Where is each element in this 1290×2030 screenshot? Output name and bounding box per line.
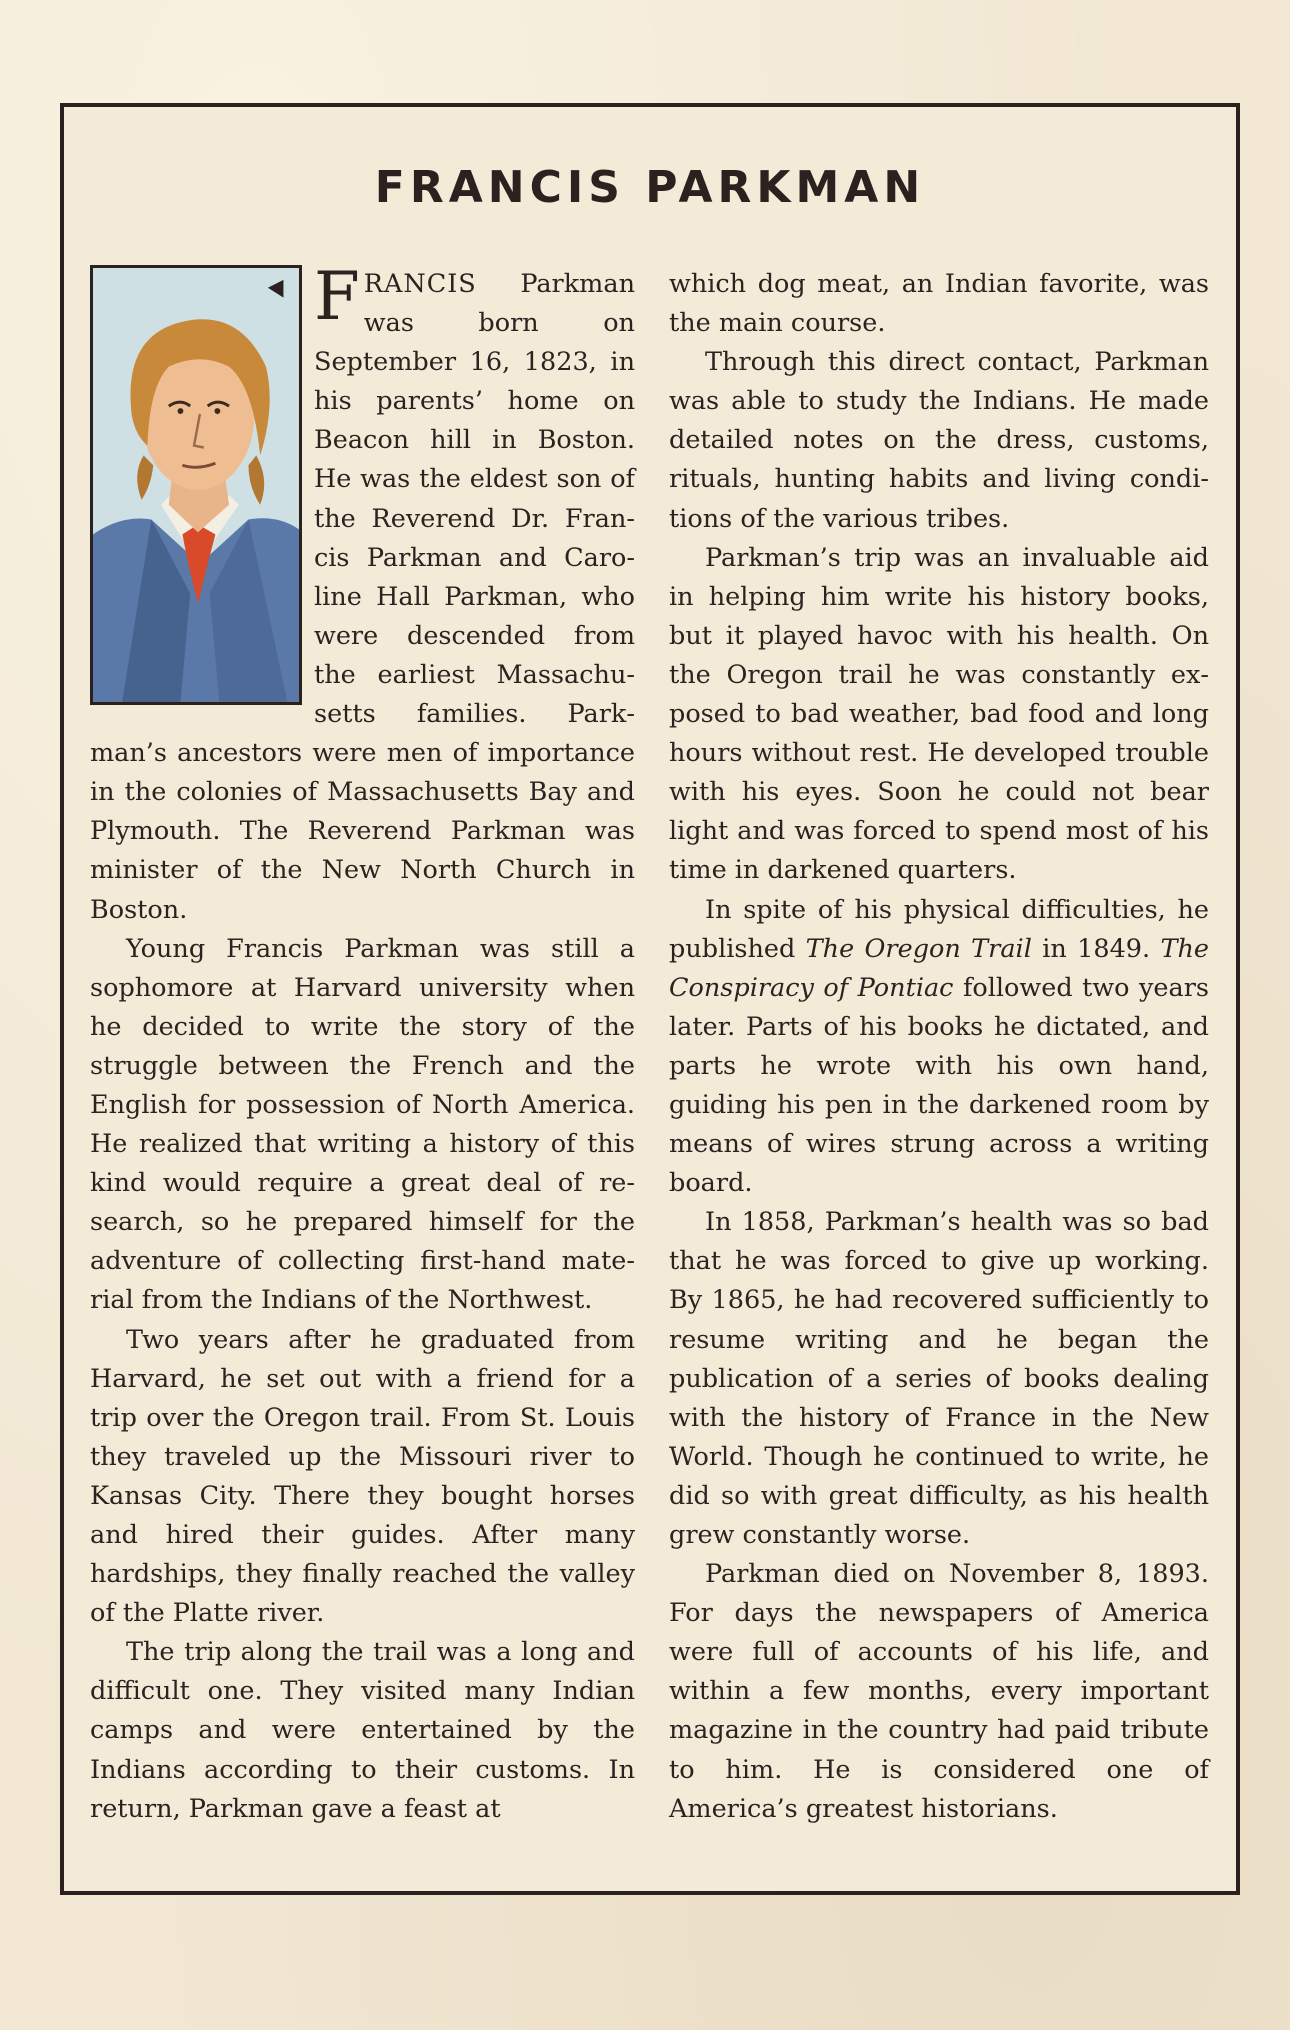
book-title-oregon-trail: The Oregon Trail [805,933,1032,964]
left-paragraph-1-text: Parkman was born on September 16, 1823, in his parents’ home on Beacon hill in Boston. He was the eldest son of the Reverend Dr. Francis Parkman and Caroline Hall Parkman, who were descended from the earliest Massachusetts families. Parkman’s ancestors were men of importance in the colonies of Massachusetts Bay and Plymouth. The Reverend Parkman was minister of the New North Church in Boston. [90,269,635,925]
left-paragraph-2: Young Francis Parkman was still a sophomore at Harvard university when he decided to write the story of the struggle between the French and the English for possession of North America. He realized that writing a history of this kind would require a great deal of research, so he prepared himself for the adventure of collecting first-hand material from the Indians of the Northwest. [90,933,635,1316]
opening-word: RANCIS [363,269,477,299]
right-paragraph-4: In 1858, Parkman’s health was so bad that he was forced to give up working. By 1865, he had recovered sufficiently to resume writing and he began the publication of a series of books dealing with the history of France in the New World. Though he continued to write, he did so with great difficulty, as his health grew constantly worse. [669,1207,1209,1550]
right-paragraph-1: Through this direct contact, Parkman was able to study the Indians. He made detailed notes on the dress, customs, rituals, hunting habits and living conditions of the various tribes. [669,347,1209,534]
left-column [90,258,635,1829]
right-paragraph-3-b: in 1849. [1031,933,1161,964]
right-paragraph-continued: which dog meat, an Indian favorite, was the main course. [669,269,1209,339]
article-frame [60,103,1240,1895]
article-title: FRANCIS PARKMAN [374,162,926,213]
right-paragraph-3-a: In spite of his physical difficulties, he published [669,894,1209,964]
left-paragraph-4: The trip along the trail was a long and difficult one. They visited many Indian camps and were entertained by the Indians according to their customs. In return, Parkman gave a feast at [90,1637,635,1824]
right-paragraph-3 [669,891,1209,1204]
parkman-portrait-icon [90,265,302,705]
right-paragraph-2: Parkman’s trip was an invaluable aid in helping him write his history books, but it played havoc with his health. On the Oregon trail he was constantly exposed to bad weather, bad food and long hours without rest. He developed trouble with his eyes. Soon he could not bear light and was forced to spend most of his time in darkened quarters. [669,542,1209,886]
right-paragraph-3-c: followed two years later. Parts of his books he dictated, and parts he wrote with his own hand, guiding his pen in the darkened room by means of wires strung across a writing board. [669,972,1209,1199]
drop-cap: F [314,258,360,335]
book-title-conspiracy-of-pontiac: The Conspiracy of Pontiac [669,933,1209,1003]
right-column [669,265,1209,1829]
left-paragraph-3: Two years after he graduated from Harvard, he set out with a friend for a trip over the Oregon trail. From St. Louis they traveled up the Missouri river to Kansas City. There they bought horses and hired their guides. After many hardships, they finally reached the valley of the Platte river. [90,1324,635,1629]
right-paragraph-5: Parkman died on November 8, 1893. For days the newspapers of America were full of accounts of his life, and within a few months, every important magazine in the country had paid tribute to him. He is considered one of America’s greatest historians. [669,1559,1209,1824]
